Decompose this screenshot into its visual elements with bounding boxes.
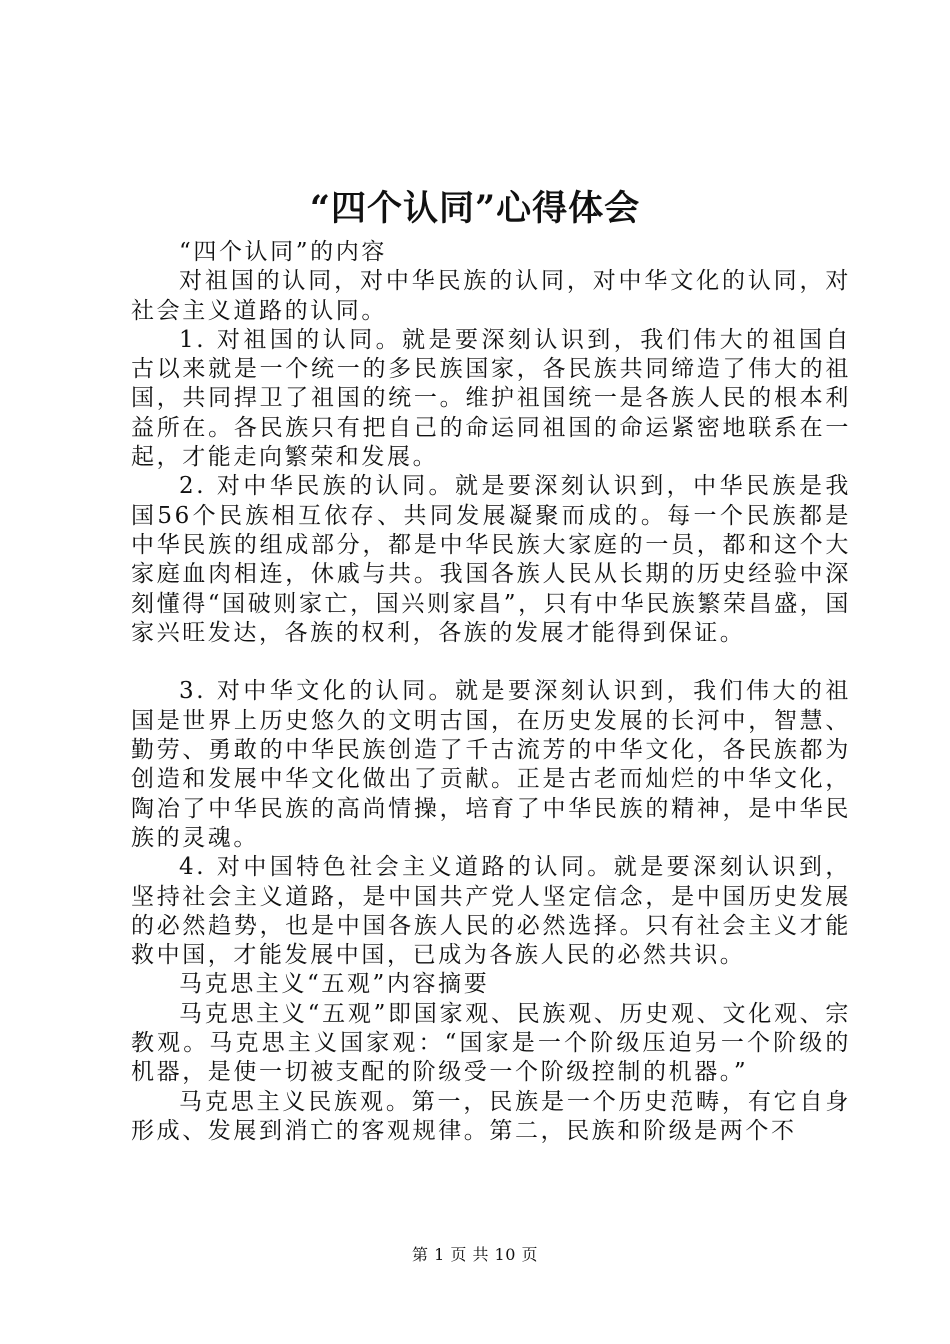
- paragraph-identity-culture: 3. 对中华文化的认同。就是要深刻认识到，我们伟大的祖国是世界上历史悠久的文明古国，在历史发展的长河中，智慧、勤劳、勇敢的中华民族创造了千古流芳的中华文化，各民族都为创造和发展中华文化做出了贡献。正是古老而灿烂的中华文化，陶冶了中华民族的高尚情操，培育了中华民族的精神，是中华民族的灵魂。: [131, 678, 851, 851]
- paragraph-identity-motherland: 1. 对祖国的认同。就是要深刻认识到，我们伟大的祖国自古以来就是一个统一的多民族国家，各民族共同缔造了伟大的祖国，共同捍卫了祖国的统一。维护祖国统一是各族人民的根本利益所在。各民族只有把自己的命运同祖国的命运紧密地联系在一起，才能走向繁荣和发展。: [131, 326, 851, 471]
- page-number: 第 1 页 共 10 页: [412, 1245, 538, 1264]
- paragraph-identity-nation: 2. 对中华民族的认同。就是要深刻认识到，中华民族是我国56个民族相互依存、共同发展凝聚而成的。每一个民族都是中华民族的组成部分，都是中华民族大家庭的一员，都和这个大家庭血肉相连，休戚与共。我国各族人民从长期的历史经验中深刻懂得“国破则家亡，国兴则家昌”，只有中华民族繁荣昌盛，国家兴旺发达，各族的权利，各族的发展才能得到保证。: [131, 473, 851, 646]
- paragraph-four-identities-summary: 对祖国的认同，对中华民族的认同，对中华文化的认同，对社会主义道路的认同。: [131, 268, 851, 324]
- section-heading-four-identities: “四个认同”的内容: [179, 239, 387, 265]
- document-body: [131, 238, 851, 1146]
- section-heading-five-views: 马克思主义“五观”内容摘要: [179, 971, 490, 998]
- paragraph-national-view: 马克思主义民族观。第一，民族是一个历史范畴，有它自身形成、发展到消亡的客观规律。第二，民族和阶级是两个不: [131, 1088, 851, 1144]
- document-title: “四个认同”心得体会: [309, 188, 641, 229]
- paragraph-identity-socialist-road: 4. 对中国特色社会主义道路的认同。就是要深刻认识到，坚持社会主义道路，是中国共产党人坚定信念，是中国历史发展的必然趋势，也是中国各族人民的必然选择。只有社会主义才能救中国，才能发展中国，已成为各族人民的必然共识。: [131, 854, 851, 969]
- paragraph-five-views-summary: 马克思主义“五观”即国家观、民族观、历史观、文化观、宗教观。马克思主义国家观：“国家是一个阶级压迫另一个阶级的机器，是使一切被支配的阶级受一个阶级控制的机器。”: [131, 1000, 851, 1086]
